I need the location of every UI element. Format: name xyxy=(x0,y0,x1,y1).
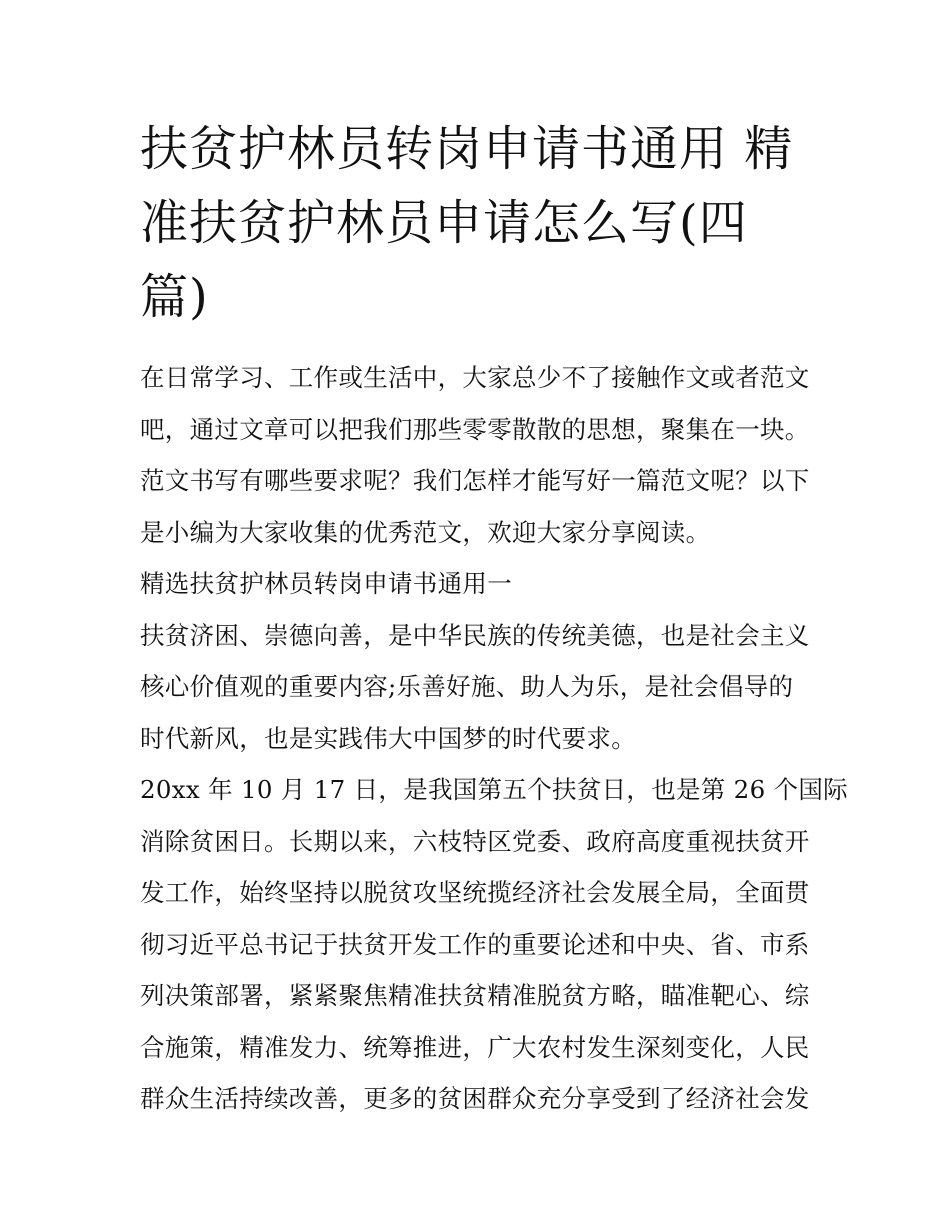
body-line: 核心价值观的重要内容;乐善好施、助人为乐，是社会倡导的 xyxy=(140,672,794,701)
body-line: 彻习近平总书记于扶贫开发工作的重要论述和中央、省、市系 xyxy=(140,929,810,959)
document-title xyxy=(140,112,812,334)
title-line: 篇) xyxy=(140,269,209,325)
body-line: 群众生活持续改善，更多的贫困群众充分享受到了经济社会发 xyxy=(140,1084,810,1113)
intro-line: 吧，通过文章可以把我们那些零零散散的思想，聚集在一块。 xyxy=(140,414,810,444)
section-heading: 精选扶贫护林员转岗申请书通用一 xyxy=(140,569,512,598)
body-line: 20xx 年 10 月 17 日，是我国第五个扶贫日，也是第 26 个国际 xyxy=(140,775,848,804)
title-line: 准扶贫护林员申请怎么写(四 xyxy=(140,195,748,251)
intro-line: 范文书写有哪些要求呢？我们怎样才能写好一篇范文呢？以下 xyxy=(140,466,810,495)
intro-line: 在日常学习、工作或生活中，大家总少不了接触作文或者范文 xyxy=(140,363,810,392)
body-line: 列决策部署，紧紧聚焦精准扶贫精准脱贫方略，瞄准靶心、综 xyxy=(140,981,810,1010)
title-line: 扶贫护林员转岗申请书通用 精 xyxy=(140,121,794,177)
intro-line: 是小编为大家收集的优秀范文，欢迎大家分享阅读。 xyxy=(140,517,711,547)
document-body xyxy=(140,352,848,1125)
body-line: 发工作，始终坚持以脱贫攻坚统揽经济社会发展全局，全面贯 xyxy=(140,878,810,907)
body-line: 合施策，精准发力、统筹推进，广大农村发生深刻变化，人民 xyxy=(140,1032,810,1062)
body-line: 扶贫济困、崇德向善，是中华民族的传统美德，也是社会主义 xyxy=(140,620,810,650)
body-line: 时代新风，也是实践伟大中国梦的时代要求。 xyxy=(140,723,636,753)
document-content xyxy=(140,112,848,1125)
body-line: 消除贫困日。长期以来，六枝特区党委、政府高度重视扶贫开 xyxy=(140,826,810,856)
